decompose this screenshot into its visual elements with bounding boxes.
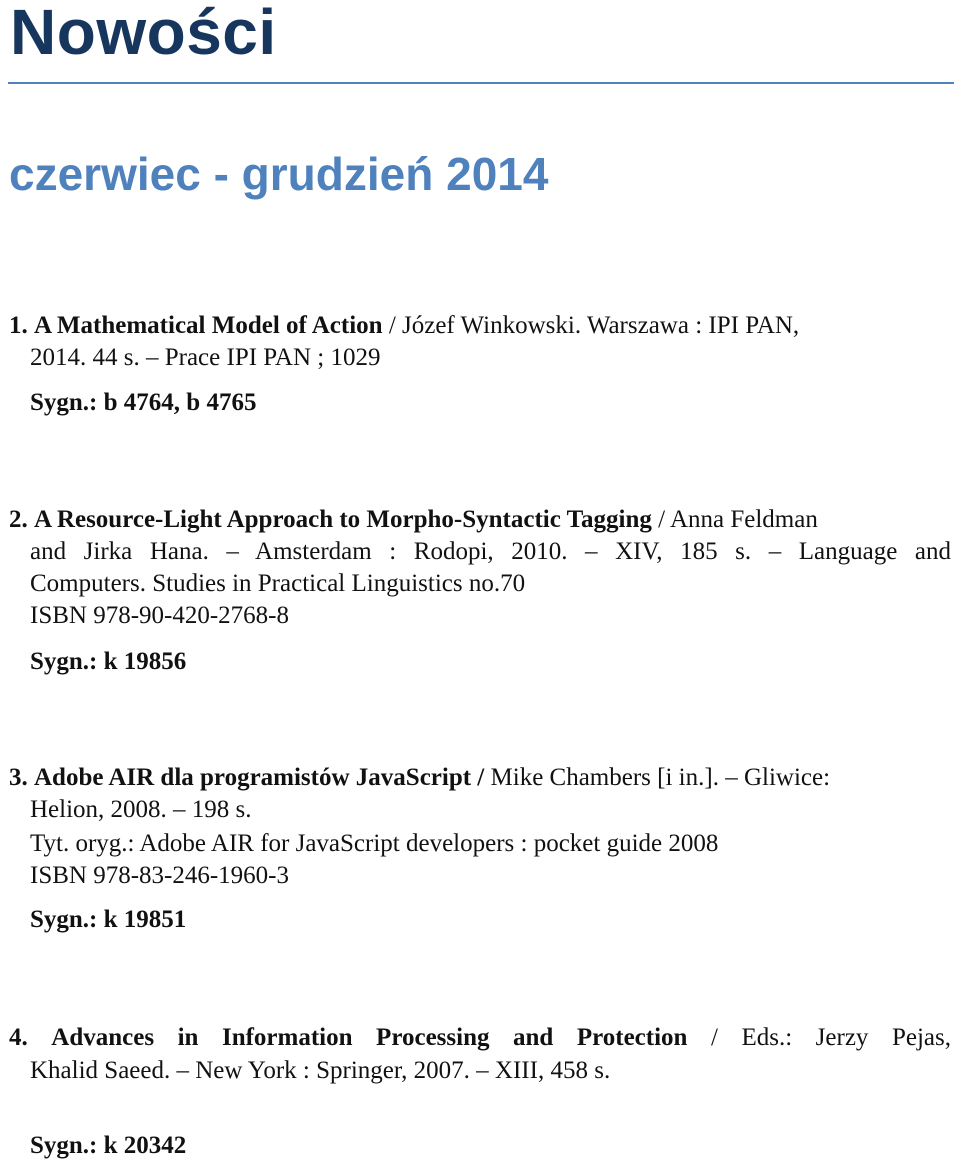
entry-signature (30, 646, 186, 678)
entry-line-2: Khalid Saeed. – New York : Springer, 2007. – XIII, 458 s. (30, 1057, 611, 1084)
sygn-value: k 19856 (97, 648, 187, 675)
entry-line-3: Tyt. oryg.: Adobe AIR for JavaScript developers : pocket guide 2008 (30, 830, 719, 857)
sygn-label: Sygn.: (30, 648, 98, 675)
entry-title: Adobe AIR dla programistów JavaScript / (34, 764, 485, 791)
entry-title: Advances in Information Processing and Protection (51, 1024, 688, 1051)
entry-author: Mike Chambers [i in.]. – Gliwice: (484, 764, 831, 791)
entry-line-2: 2014. 44 s. – Prace IPI PAN ; 1029 (30, 344, 381, 371)
title-divider (8, 82, 954, 84)
entry-line-1 (9, 504, 818, 536)
page-title: Nowości (10, 0, 277, 68)
entry-author: / Eds.: Jerzy Pejas, (687, 1024, 951, 1051)
entry-line-1 (9, 310, 799, 342)
entry-number: 1. (9, 312, 28, 339)
entry-author: / Józef Winkowski. Warszawa : IPI PAN, (382, 312, 800, 339)
entry-signature (30, 1130, 186, 1162)
entry-isbn: ISBN 978-90-420-2768-8 (30, 602, 290, 629)
sygn-value: k 19851 (97, 906, 187, 933)
sygn-label: Sygn.: (30, 389, 98, 416)
entry-signature (30, 387, 256, 419)
entry-title: A Resource-Light Approach to Morpho-Syntactic Tagging (34, 506, 652, 533)
sygn-value: k 20342 (97, 1132, 187, 1159)
entry-author: / Anna Feldman (651, 506, 818, 533)
entry-number: 2. (9, 506, 28, 533)
entry-line-2: Helion, 2008. – 198 s. (30, 796, 252, 823)
entry-title: A Mathematical Model of Action (34, 312, 383, 339)
entry-number: 4. (9, 1024, 28, 1051)
entry-isbn: ISBN 978-83-246-1960-3 (30, 862, 290, 889)
sygn-label: Sygn.: (30, 906, 98, 933)
entry-line-1 (9, 1022, 951, 1054)
period-heading: czerwiec - grudzień 2014 (9, 148, 549, 200)
entry-line-1 (9, 762, 830, 794)
sygn-value: b 4764, b 4765 (97, 389, 257, 416)
entry-line-3: Computers. Studies in Practical Linguistics no.70 (30, 570, 526, 597)
sygn-label: Sygn.: (30, 1132, 98, 1159)
entry-signature (30, 904, 186, 936)
entry-number: 3. (9, 764, 28, 791)
entry-line-2: and Jirka Hana. – Amsterdam : Rodopi, 2010. – XIV, 185 s. – Language and (30, 538, 951, 565)
